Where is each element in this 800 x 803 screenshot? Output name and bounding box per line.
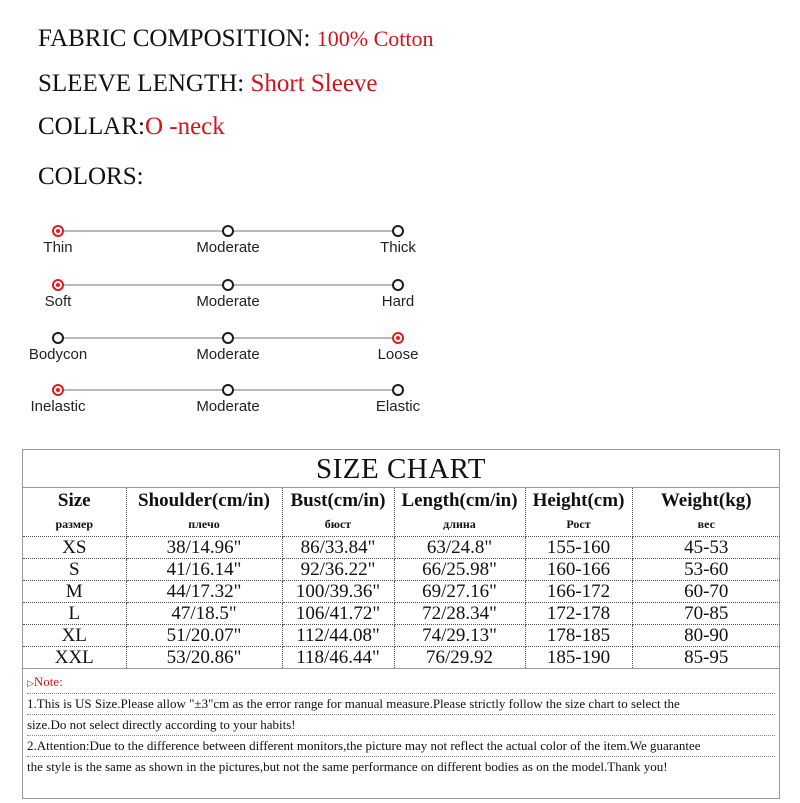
column-header-length xyxy=(394,488,525,537)
table-cell: 69/27.16" xyxy=(394,581,525,603)
fabric-label: FABRIC COMPOSITION: xyxy=(38,25,311,52)
scale-dot-icon xyxy=(392,332,404,344)
table-cell: 53-60 xyxy=(632,559,780,581)
table-row xyxy=(23,647,780,669)
scale-label: Moderate xyxy=(196,239,260,256)
scale-dot-icon xyxy=(392,384,404,396)
table-cell: 47/18.5" xyxy=(126,603,282,625)
scale-label: Elastic xyxy=(375,398,421,415)
table-row xyxy=(23,559,780,581)
scale-label: Moderate xyxy=(196,293,260,310)
scale-dot-icon xyxy=(222,279,234,291)
collar-label: COLLAR: xyxy=(38,113,145,140)
table-cell: 172-178 xyxy=(525,603,632,625)
scale-dot-icon xyxy=(392,225,404,237)
scale-thickness xyxy=(0,225,440,277)
table-cell: M xyxy=(23,581,126,603)
colors-label: COLORS: xyxy=(38,163,144,190)
table-cell: 112/44.08" xyxy=(282,625,394,647)
table-cell: XL xyxy=(23,625,126,647)
sleeve-length xyxy=(38,69,378,99)
table-cell: 45-53 xyxy=(632,537,780,559)
table-cell: 178-185 xyxy=(525,625,632,647)
scale-dot-icon xyxy=(392,279,404,291)
scale-dot-icon xyxy=(52,332,64,344)
table-row xyxy=(23,625,780,647)
table-cell: 74/29.13" xyxy=(394,625,525,647)
note-line: 2.Attention:Due to the difference between different monitors,the picture may not reflect the actual color of the item.We guarantee xyxy=(27,736,775,757)
header-sub-label: Рост xyxy=(566,516,591,531)
note-line: the style is the same as shown in the pictures,but not the same performance on different bodies as on the model.Thank you! xyxy=(27,759,668,774)
size-chart-title: SIZE CHART xyxy=(23,450,779,488)
table-row xyxy=(23,603,780,625)
column-header-shoulder xyxy=(126,488,282,537)
scale-label: Loose xyxy=(377,346,419,363)
table-cell: 100/39.36" xyxy=(282,581,394,603)
table-cell: 155-160 xyxy=(525,537,632,559)
table-cell: L xyxy=(23,603,126,625)
table-cell: 72/28.34" xyxy=(394,603,525,625)
header-sub-label: длина xyxy=(443,516,476,531)
table-cell: 185-190 xyxy=(525,647,632,669)
table-cell: 86/33.84" xyxy=(282,537,394,559)
collar-value: O -neck xyxy=(144,113,225,140)
scale-fit xyxy=(0,332,440,384)
table-cell: 92/36.22" xyxy=(282,559,394,581)
header-sub-label: плечо xyxy=(188,516,220,531)
table-cell: 66/25.98" xyxy=(394,559,525,581)
size-table-header-row xyxy=(23,488,780,537)
scale-label: Moderate xyxy=(196,398,260,415)
header-sub-label: бюст xyxy=(324,516,352,531)
scale-dot-icon xyxy=(222,384,234,396)
size-chart xyxy=(22,449,780,799)
notes-section xyxy=(23,669,779,777)
note-line: size.Do not select directly according to your habits! xyxy=(27,715,775,736)
scale-label: Moderate xyxy=(196,346,260,363)
table-cell: 38/14.96" xyxy=(126,537,282,559)
header-label: Weight(kg) xyxy=(660,489,752,511)
scale-dot-icon xyxy=(52,384,64,396)
scale-label: Inelastic xyxy=(30,398,86,415)
size-table xyxy=(23,488,780,669)
scale-dot-icon xyxy=(222,225,234,237)
table-cell: XS xyxy=(23,537,126,559)
header-sub-label: размер xyxy=(55,516,93,531)
column-header-size xyxy=(23,488,126,537)
sleeve-label: SLEEVE LENGTH: xyxy=(38,70,245,97)
colors xyxy=(38,162,144,192)
note-heading-text: Note: xyxy=(33,674,63,689)
table-row xyxy=(23,537,780,559)
sleeve-value: Short Sleeve xyxy=(250,70,378,97)
scale-label: Thin xyxy=(43,239,73,256)
scale-label: Soft xyxy=(44,293,72,310)
table-cell: 63/24.8" xyxy=(394,537,525,559)
collar xyxy=(38,112,225,142)
header-label: Bust(cm/in) xyxy=(290,489,386,511)
column-header-weight xyxy=(632,488,780,537)
table-cell: S xyxy=(23,559,126,581)
header-label: Shoulder(cm/in) xyxy=(138,489,270,511)
fabric-composition xyxy=(38,24,433,54)
scale-elasticity xyxy=(0,384,440,436)
header-label: Height(cm) xyxy=(532,489,625,511)
scale-label: Hard xyxy=(381,293,415,310)
scale-label: Thick xyxy=(380,239,416,256)
table-cell: 160-166 xyxy=(525,559,632,581)
header-sub-label: вес xyxy=(697,516,715,531)
table-cell: 76/29.92 xyxy=(394,647,525,669)
note-heading xyxy=(27,672,775,694)
scale-dot-icon xyxy=(222,332,234,344)
scale-dot-icon xyxy=(52,279,64,291)
table-cell: 80-90 xyxy=(632,625,780,647)
table-cell: 41/16.14" xyxy=(126,559,282,581)
table-cell: XXL xyxy=(23,647,126,669)
table-cell: 85-95 xyxy=(632,647,780,669)
table-cell: 44/17.32" xyxy=(126,581,282,603)
table-row xyxy=(23,581,780,603)
fabric-value: 100% Cotton xyxy=(316,26,434,51)
table-cell: 53/20.86" xyxy=(126,647,282,669)
table-cell: 166-172 xyxy=(525,581,632,603)
table-cell: 60-70 xyxy=(632,581,780,603)
table-cell: 51/20.07" xyxy=(126,625,282,647)
table-cell: 70-85 xyxy=(632,603,780,625)
scale-dot-icon xyxy=(52,225,64,237)
scale-softness xyxy=(0,279,440,331)
table-cell: 106/41.72" xyxy=(282,603,394,625)
scale-label: Bodycon xyxy=(28,346,88,363)
column-header-height xyxy=(525,488,632,537)
note-line: 1.This is US Size.Please allow "±3"cm as the error range for manual measure.Please strictly follow the size chart to select the xyxy=(27,694,775,715)
header-label: Length(cm/in) xyxy=(401,489,518,511)
note-marker-icon: ▷ xyxy=(27,678,34,688)
table-cell: 118/46.44" xyxy=(282,647,394,669)
column-header-bust xyxy=(282,488,394,537)
header-label: Size xyxy=(57,489,91,511)
